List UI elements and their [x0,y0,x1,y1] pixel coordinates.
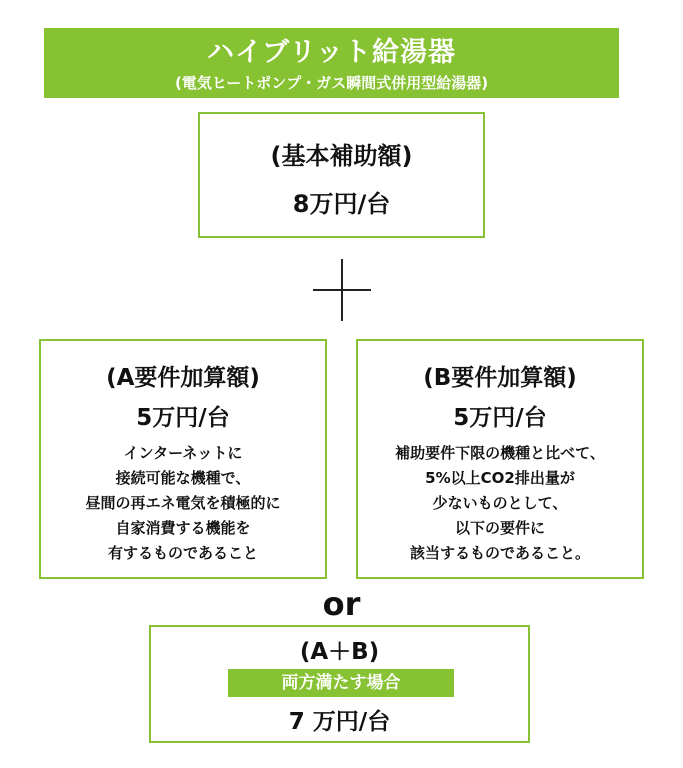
requirement-a-line: 有するものであること [107,544,258,562]
requirement-b-line: 以下の要件に [454,519,545,537]
requirement-a-amount: 5万円/台 [136,405,230,431]
requirement-a-line: 接続可能な機種で、 [115,469,251,487]
requirement-b-description [358,441,642,566]
base-subsidy-box [198,112,485,238]
requirement-b-line: 該当するものであること。 [409,544,590,562]
requirement-a-box [39,339,327,579]
requirement-a-description [41,441,325,566]
subtitle: (電気ヒートポンプ・ガス瞬間式併用型給湯器) [174,74,489,92]
or-connector: or [322,585,361,623]
requirement-b-label: (B要件加算額) [423,365,577,391]
requirement-b-box [356,339,644,579]
main-title: ハイブリット給湯器 [206,37,457,68]
requirement-a-line: 自家消費する機能を [115,519,251,537]
combined-amount: 7 万円/台 [288,709,391,735]
plus-vertical-stroke [341,259,343,321]
requirement-a-label: (A要件加算額) [106,365,260,391]
requirement-a-line: インターネットに [123,444,243,462]
base-label: (基本補助額) [270,142,413,170]
requirement-b-line: 補助要件下限の機種と比べて、 [395,444,605,462]
requirement-a-line: 昼間の再エネ電気を積極的に [85,494,281,512]
requirement-b-amount: 5万円/台 [453,405,547,431]
requirement-b-line: 少ないものとして、 [432,494,568,512]
base-amount: 8万円/台 [292,190,391,218]
combined-label: (A＋B) [299,639,380,665]
title-banner [44,28,619,98]
combined-ab-box [149,625,530,743]
both-met-tag: 両方満たす場合 [228,669,454,697]
requirement-b-line: 5%以上CO2排出量が [425,469,575,487]
